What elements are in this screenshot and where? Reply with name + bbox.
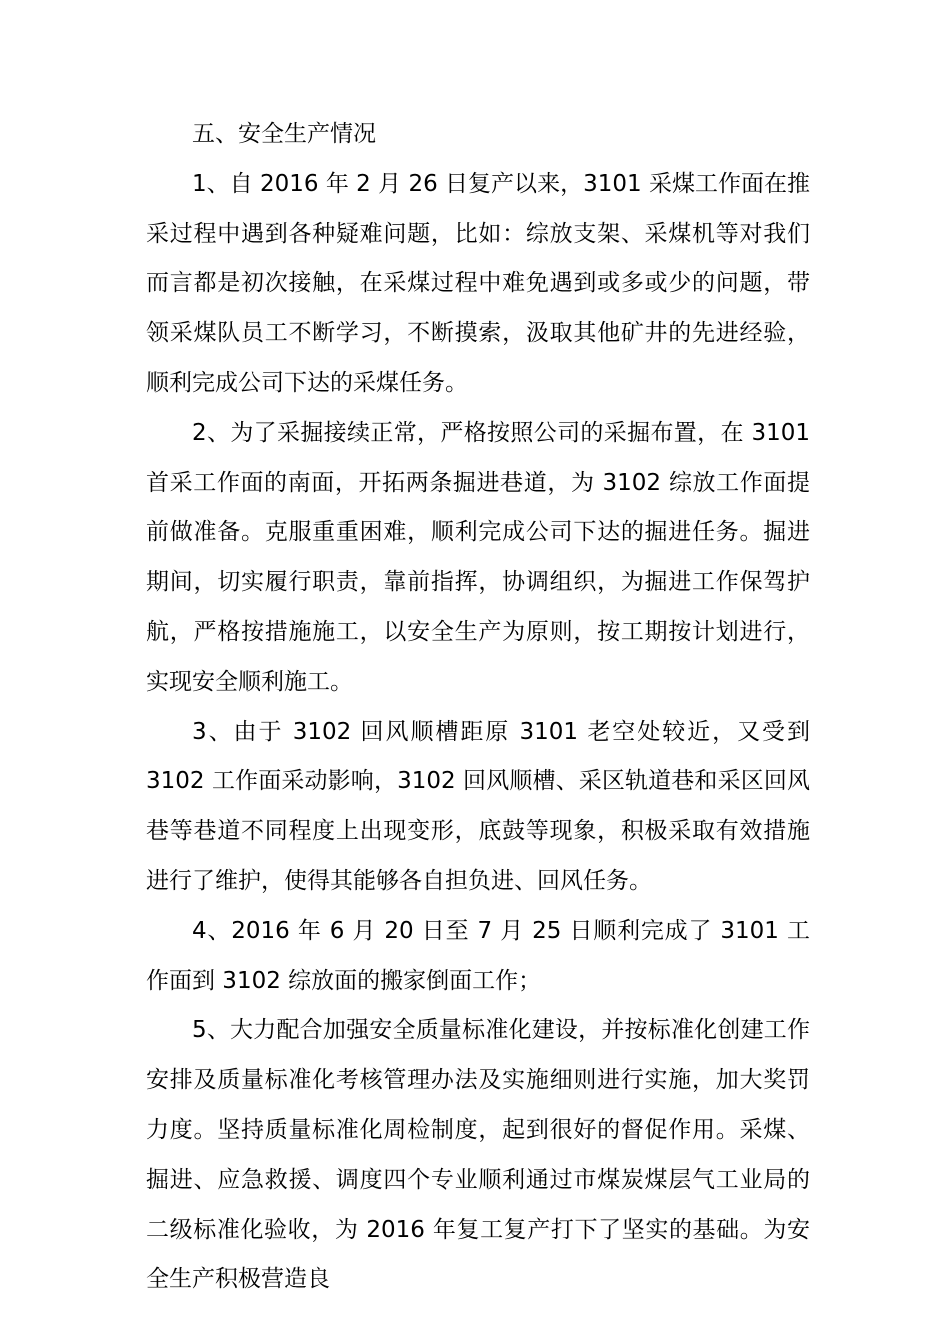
paragraph-3: 3、由于 3102 回风顺槽距原 3101 老空处较近，又受到 3102 工作面采动影响，3102 回风顺槽、采区轨道巷和采区回风巷等巷道不同程度上出现变形，底鼓等现象，积极采取有效措施进行了维护，使得其能够各自担负进、回风任务。 bbox=[146, 718, 810, 894]
paragraph-5: 5、大力配合加强安全质量标准化建设，并按标准化创建工作安排及质量标准化考核管理办法及实施细则进行实施，加大奖罚力度。坚持质量标准化周检制度，起到很好的督促作用。采煤、掘进、应急救援、调度四个专业顺利通过市煤炭煤层气工业局的二级标准化验收，为 2016 年复工复产打下了坚实的基础。为安全生产积极营造良 bbox=[146, 1017, 810, 1293]
section-title: 五、安全生产情况 bbox=[192, 121, 376, 147]
document-body bbox=[146, 110, 810, 1305]
paragraph-4: 4、2016 年 6 月 20 日至 7 月 25 日顺利完成了 3101 工作面到 3102 综放面的搬家倒面工作； bbox=[146, 917, 810, 994]
paragraph-1: 1、自 2016 年 2 月 26 日复产以来，3101 采煤工作面在推采过程中遇到各种疑难问题，比如：综放支架、采煤机等对我们而言都是初次接触，在采煤过程中难免遇到或多或少的问题，带领采煤队员工不断学习，不断摸索，汲取其他矿井的先进经验，顺利完成公司下达的采煤任务。 bbox=[146, 170, 810, 396]
paragraph-2: 2、为了采掘接续正常，严格按照公司的采掘布置，在 3101 首采工作面的南面，开拓两条掘进巷道，为 3102 综放工作面提前做准备。克服重重困难，顺利完成公司下达的掘进任务。掘进期间，切实履行职责，靠前指挥，协调组织，为掘进工作保驾护航，严格按措施施工，以安全生产为原则，按工期按计划进行，实现安全顺利施工。 bbox=[146, 419, 810, 695]
